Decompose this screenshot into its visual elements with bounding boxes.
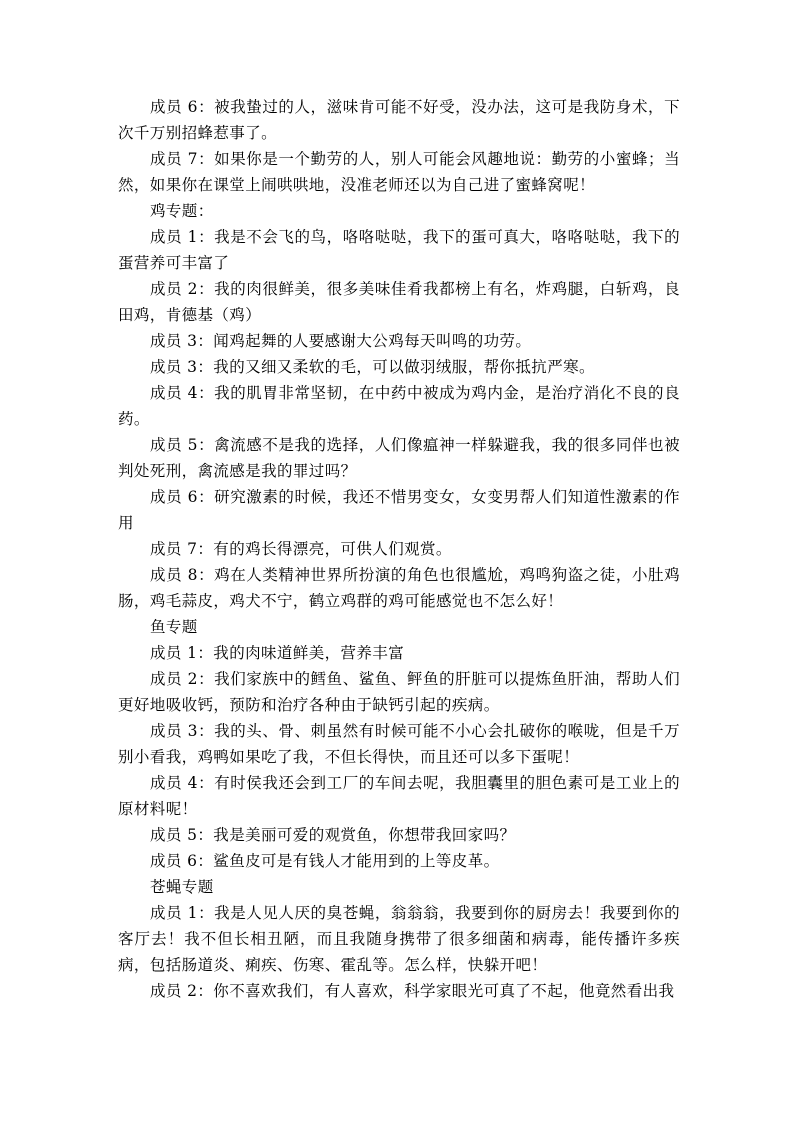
paragraph: 成员 5：禽流感不是我的选择，人们像瘟神一样躲避我，我的很多同伴也被判处死刑，禽流感是我的罪过吗？ <box>118 436 680 480</box>
paragraph: 成员 6：被我蛰过的人，滋味肯可能不好受，没办法，这可是我防身术，下次千万别招蜂惹事了。 <box>118 98 680 142</box>
paragraph: 成员 7：有的鸡长得漂亮，可供人们观赏。 <box>150 540 452 558</box>
section-heading: 苍蝇专题 <box>150 878 214 896</box>
paragraph: 成员 2：你不喜欢我们，有人喜欢，科学家眼光可真了不起，他竟然看出我 <box>150 982 675 1000</box>
paragraph: 成员 6：鲨鱼皮可是有钱人才能用到的上等皮革。 <box>150 852 500 870</box>
paragraph: 成员 3：我的头、骨、刺虽然有时候可能不小心会扎破你的喉咙，但是千万别小看我，鸡鸭如果吃了我，不但长得快，而且还可以多下蛋呢！ <box>118 722 680 766</box>
paragraph: 成员 7：如果你是一个勤劳的人，别人可能会风趣地说：勤劳的小蜜蜂；当然，如果你在课堂上闹哄哄地，没准老师还以为自己进了蜜蜂窝呢！ <box>118 150 680 194</box>
document-body <box>118 94 680 1004</box>
paragraph: 成员 2：我的肉很鲜美，很多美味佳肴我都榜上有名，炸鸡腿，白斩鸡，良田鸡，肯德基（鸡） <box>118 280 680 324</box>
section-heading: 鱼专题 <box>150 618 198 636</box>
paragraph: 成员 8：鸡在人类精神世界所扮演的角色也很尴尬，鸡鸣狗盗之徒，小肚鸡肠，鸡毛蒜皮，鸡犬不宁，鹤立鸡群的鸡可能感觉也不怎么好！ <box>118 566 680 610</box>
paragraph: 成员 3：我的又细又柔软的毛，可以做羽绒服，帮你抵抗严寒。 <box>150 358 595 376</box>
paragraph: 成员 5：我是美丽可爱的观赏鱼，你想带我回家吗？ <box>150 826 516 844</box>
paragraph: 成员 4：有时侯我还会到工厂的车间去呢，我胆囊里的胆色素可是工业上的原材料呢！ <box>118 774 680 818</box>
section-heading: 鸡专题： <box>150 202 214 220</box>
paragraph: 成员 1：我是人见人厌的臭苍蝇，翁翁翁，我要到你的厨房去！我要到你的客厅去！我不但长相丑陋，而且我随身携带了很多细菌和病毒，能传播许多疾病，包括肠道炎、痢疾、伤寒、霍乱等。怎么样，快躲开吧！ <box>118 904 680 974</box>
paragraph: 成员 1：我的肉味道鲜美，营养丰富 <box>150 644 405 662</box>
paragraph: 成员 4：我的肌胃非常坚韧，在中药中被成为鸡内金，是治疗消化不良的良药。 <box>118 384 680 428</box>
paragraph: 成员 2：我们家族中的鳕鱼、鲨鱼、鲆鱼的肝脏可以提炼鱼肝油，帮助人们更好地吸收钙，预防和治疗各种由于缺钙引起的疾病。 <box>118 670 680 714</box>
paragraph: 成员 1：我是不会飞的鸟，咯咯哒哒，我下的蛋可真大，咯咯哒哒，我下的蛋营养可丰富了 <box>118 228 680 272</box>
paragraph: 成员 3：闻鸡起舞的人要感谢大公鸡每天叫鸣的功劳。 <box>150 332 532 350</box>
paragraph: 成员 6：研究激素的时候，我还不惜男变女，女变男帮人们知道性激素的作用 <box>118 488 680 532</box>
